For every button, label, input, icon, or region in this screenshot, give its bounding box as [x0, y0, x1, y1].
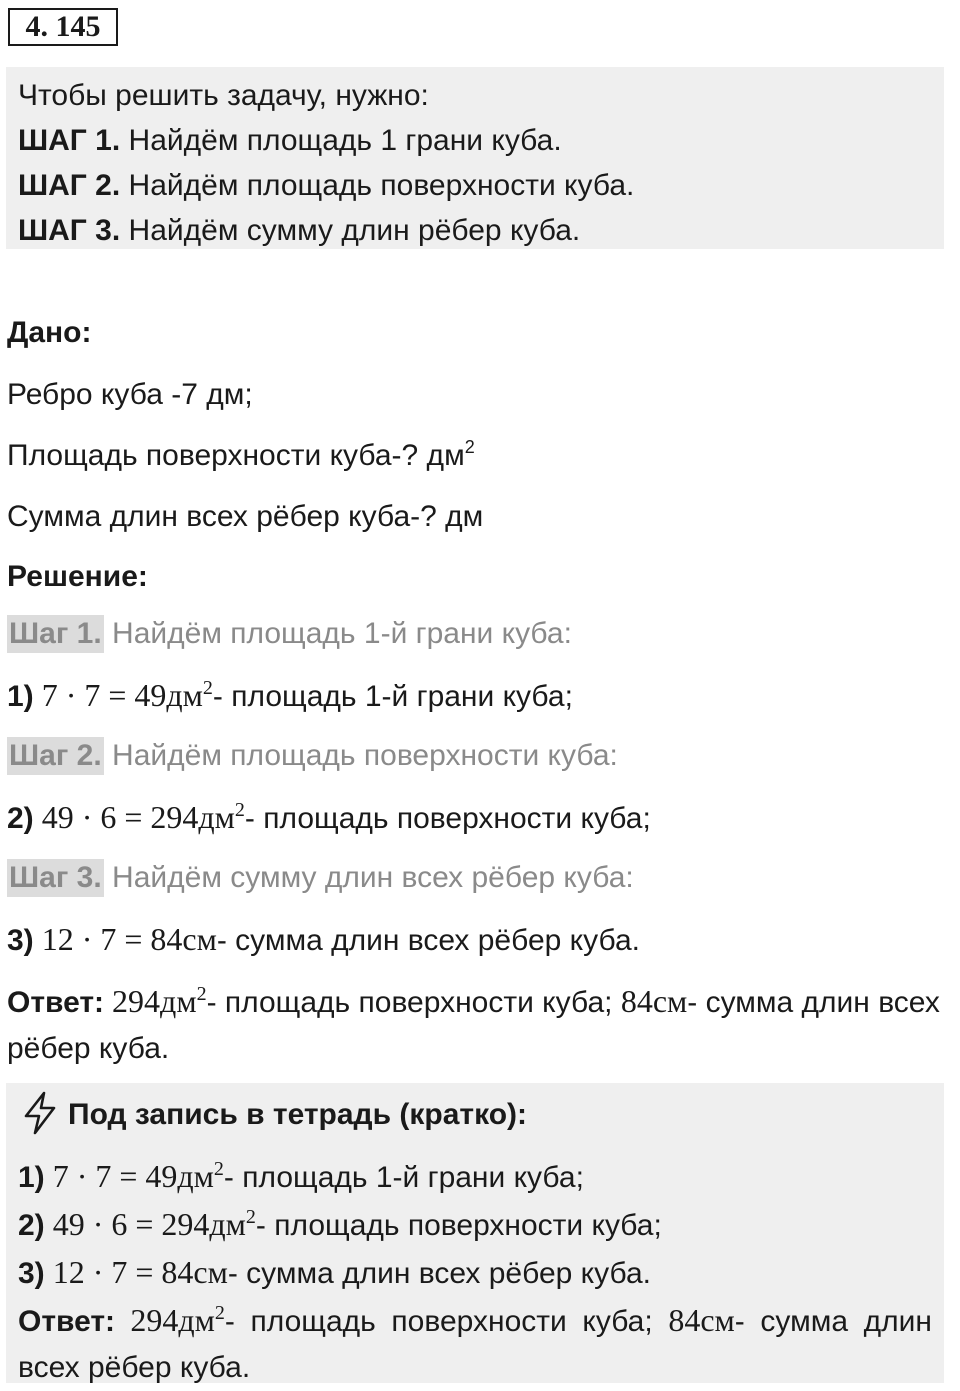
answer-text-1: - площадь поверхности куба;	[206, 986, 621, 1019]
answer-expression-1: $294дм^2$	[115, 1302, 225, 1338]
given-text: Площадь поверхности куба-? дм	[7, 439, 465, 472]
step-tag: Шаг 3.	[7, 859, 104, 897]
plan-step-label: ШАГ 2.	[18, 169, 121, 202]
plan-step-text: Найдём площадь поверхности куба.	[120, 169, 635, 202]
calc-text: - площадь поверхности куба;	[244, 802, 651, 835]
notebook-answer	[18, 1297, 932, 1391]
lightning-icon	[20, 1091, 60, 1140]
calc-expression: $7 \cdot 7 = 49дм^2$	[44, 1158, 224, 1194]
superscript: 2	[464, 437, 475, 457]
answer-text-2: - сумма длин всех рёбер куба.	[7, 986, 940, 1065]
step-title: Найдём площадь 1-й грани куба:	[103, 617, 572, 650]
solution-step-3-title	[7, 858, 634, 898]
calc-expression: 12 · 7 = 84см	[44, 1254, 228, 1290]
given-line-3: Сумма длин всех рёбер куба-? дм	[7, 500, 484, 533]
notebook-header	[20, 1089, 527, 1141]
calc-number: 1)	[18, 1161, 45, 1194]
plan-step-2	[18, 163, 932, 208]
solution-step-2-calc	[7, 797, 651, 839]
plan-step-label: ШАГ 3.	[18, 214, 121, 247]
calc-expression: $49 \cdot 6 = 294дм^2$	[44, 1206, 256, 1242]
given-line-2	[7, 436, 475, 476]
answer	[7, 978, 957, 1072]
calc-number: 2)	[7, 802, 34, 835]
calc-text: - площадь поверхности куба;	[255, 1209, 662, 1242]
plan-step-text: Найдём площадь 1 грани куба.	[120, 124, 562, 157]
answer-expression-2: 84см	[668, 1302, 735, 1338]
calc-text: - площадь 1-й грани куба;	[223, 1161, 584, 1194]
notebook-lines	[18, 1153, 932, 1391]
calc-expression: $7 \cdot 7 = 49дм^2$	[33, 677, 213, 713]
notebook-line-3	[18, 1249, 932, 1297]
step-title: Найдём площадь поверхности куба:	[103, 739, 618, 772]
calc-text: - сумма длин всех рёбер куба.	[227, 1257, 651, 1290]
step-title: Найдём сумму длин всех рёбер куба:	[103, 861, 634, 894]
plan-step-text: Найдём сумму длин рёбер куба.	[120, 214, 581, 247]
solution-step-1-title	[7, 614, 572, 654]
calc-number: 2)	[18, 1209, 45, 1242]
calc-expression: $49 \cdot 6 = 294дм^2$	[33, 799, 245, 835]
given-line-1: Ребро куба -7 дм;	[7, 378, 253, 411]
task-number: 4. 145	[8, 8, 118, 46]
solution-heading: Решение:	[7, 560, 148, 593]
calc-number: 1)	[7, 680, 34, 713]
plan-step-1	[18, 118, 932, 163]
solution-step-2-title	[7, 736, 618, 776]
plan-step-3	[18, 208, 932, 253]
plan-step-label: ШАГ 1.	[18, 124, 121, 157]
calc-number: 3)	[7, 924, 34, 957]
plan-intro: Чтобы решить задачу, нужно:	[18, 79, 429, 112]
notebook-line-1	[18, 1153, 932, 1201]
calc-text: - сумма длин всех рёбер куба.	[216, 924, 640, 957]
answer-text-1: - площадь поверхности куба;	[224, 1305, 669, 1338]
step-tag: Шаг 2.	[7, 737, 104, 775]
answer-expression-1: $294дм^2$	[104, 983, 207, 1019]
given-heading: Дано:	[7, 316, 92, 349]
solution-step-1-calc	[7, 675, 573, 717]
answer-label: Ответ:	[18, 1305, 116, 1338]
calc-number: 3)	[18, 1257, 45, 1290]
answer-expression-2: 84см	[620, 983, 688, 1019]
notebook-box	[6, 1083, 944, 1383]
answer-text-2: - сумма длин всех рёбер куба.	[18, 1305, 933, 1384]
calc-text: - площадь 1-й грани куба;	[212, 680, 573, 713]
notebook-title: Под запись в тетрадь (кратко):	[68, 1098, 528, 1131]
step-tag: Шаг 1.	[7, 615, 104, 653]
solution-step-3-calc	[7, 919, 640, 961]
calc-expression: 12 · 7 = 84см	[33, 921, 217, 957]
notebook-line-2	[18, 1201, 932, 1249]
plan-box	[6, 67, 944, 249]
answer-label: Ответ:	[7, 986, 105, 1019]
